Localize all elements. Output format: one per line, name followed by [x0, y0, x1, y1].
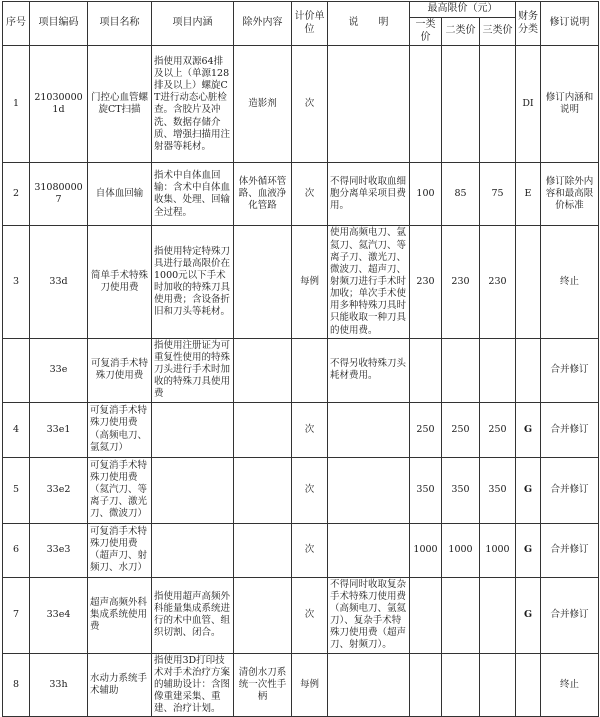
cell-unit: 次	[292, 523, 328, 577]
cell-finance	[516, 653, 541, 717]
cell-revision: 合并修订	[541, 577, 599, 653]
cell-price-class1: 230	[410, 226, 442, 338]
cell-price-class1	[410, 577, 442, 653]
cell-price-class3: 75	[480, 163, 516, 226]
cell-price-class2	[442, 653, 480, 717]
cell-revision: 合并修订	[541, 523, 599, 577]
cell-unit: 次	[292, 46, 328, 163]
cell-note: 不得同时收取复杂手术特殊刀使用费（高频电刀、氩氦刀）、复杂手术特殊刀使用费（超声刀、射频刀）。	[328, 577, 410, 653]
cell-code: 310800007	[30, 163, 88, 226]
cell-exclude: 体外循环管路、血液净化管路	[234, 163, 292, 226]
cell-note	[328, 457, 410, 523]
cell-name: 可复消手术特殊刀使用费（高频电刀、氩氦刀）	[88, 402, 152, 457]
cell-price-class3: 350	[480, 457, 516, 523]
cell-price-class3	[480, 338, 516, 402]
cell-note: 不得同时收取血细胞分离单采项目费用。	[328, 163, 410, 226]
price-table	[2, 1, 599, 717]
header-revision: 修订说明	[541, 2, 599, 46]
cell-unit: 次	[292, 163, 328, 226]
cell-code: 33h	[30, 653, 88, 717]
cell-code: 33e1	[30, 402, 88, 457]
cell-price-class1	[410, 338, 442, 402]
cell-exclude	[234, 226, 292, 338]
cell-price-class1	[410, 653, 442, 717]
header-unit: 计价单位	[292, 2, 328, 46]
cell-price-class2: 350	[442, 457, 480, 523]
cell-name: 可复消手术特殊刀使用费（超声刀、射频刀、水刀）	[88, 523, 152, 577]
cell-finance: G	[516, 523, 541, 577]
cell-price-class2	[442, 338, 480, 402]
table-row	[3, 226, 599, 338]
cell-seq: 5	[3, 457, 30, 523]
table-row	[3, 402, 599, 457]
cell-seq: 1	[3, 46, 30, 163]
cell-content: 指术中自体血回输：含术中自体血收集、处理、回输全过程。	[152, 163, 234, 226]
cell-code: 33e2	[30, 457, 88, 523]
table-row	[3, 338, 599, 402]
cell-note	[328, 402, 410, 457]
header-finance: 财务分类	[516, 2, 541, 46]
cell-name: 水动力系统手术辅助	[88, 653, 152, 717]
cell-note: 使用高频电刀、氩氦刀、氦汽刀、等离子刀、激光刀、微波刀、超声刀、射频刀进行手术时加收；单次手术使用多种特殊刀具时只能收取一种刀具的使用费。	[328, 226, 410, 338]
cell-content: 指使用超声高频外科能量集成系统进行的术中血管、组织切割、闭合。	[152, 577, 234, 653]
cell-exclude	[234, 338, 292, 402]
cell-exclude	[234, 402, 292, 457]
cell-seq: 2	[3, 163, 30, 226]
cell-exclude: 清创水刀系统一次性手柄	[234, 653, 292, 717]
cell-content	[152, 457, 234, 523]
cell-revision: 终止	[541, 653, 599, 717]
header-class2: 二类价	[442, 17, 480, 46]
header-seq: 序号	[3, 2, 30, 46]
cell-revision: 合并修订	[541, 402, 599, 457]
header-content: 项目内涵	[152, 2, 234, 46]
cell-unit: 次	[292, 457, 328, 523]
cell-revision: 终止	[541, 226, 599, 338]
cell-unit: 每例	[292, 653, 328, 717]
cell-note	[328, 653, 410, 717]
cell-note	[328, 46, 410, 163]
cell-content: 指使用3D打印技术对手术治疗方案的辅助设计：含图像重建采集、重建、治疗计划。	[152, 653, 234, 717]
cell-price-class1: 250	[410, 402, 442, 457]
cell-content	[152, 402, 234, 457]
cell-price-class3	[480, 46, 516, 163]
header-code: 项目编码	[30, 2, 88, 46]
cell-finance: G	[516, 457, 541, 523]
cell-unit: 次	[292, 402, 328, 457]
header-note: 说 明	[328, 2, 410, 46]
cell-price-class1: 100	[410, 163, 442, 226]
cell-finance: G	[516, 402, 541, 457]
cell-note: 不得另收特殊刀头耗材费用。	[328, 338, 410, 402]
cell-seq	[3, 338, 30, 402]
cell-price-class1: 350	[410, 457, 442, 523]
cell-code: 33d	[30, 226, 88, 338]
cell-exclude	[234, 577, 292, 653]
cell-exclude: 造影剂	[234, 46, 292, 163]
cell-exclude	[234, 457, 292, 523]
cell-unit	[292, 338, 328, 402]
cell-unit: 每例	[292, 226, 328, 338]
cell-code: 33e4	[30, 577, 88, 653]
table-row	[3, 653, 599, 717]
cell-price-class2	[442, 46, 480, 163]
cell-name: 简单手术特殊刀使用费	[88, 226, 152, 338]
cell-price-class1: 1000	[410, 523, 442, 577]
cell-finance: G	[516, 577, 541, 653]
table-row	[3, 523, 599, 577]
cell-content: 指使用注册证为可重复性使用的特殊刀头进行手术时加收的特殊刀具使用费	[152, 338, 234, 402]
cell-price-class2: 250	[442, 402, 480, 457]
cell-revision: 合并修订	[541, 338, 599, 402]
cell-content: 指使用双源64排及以上（单源128排及以上）螺旋CT进行动态心脏检查。含胶片及冲洗、数据存储介质、增强扫描用注射器等耗材。	[152, 46, 234, 163]
cell-price-class3	[480, 653, 516, 717]
cell-price-class3	[480, 577, 516, 653]
cell-code: 33e	[30, 338, 88, 402]
cell-seq: 6	[3, 523, 30, 577]
table-row	[3, 577, 599, 653]
cell-price-class2: 1000	[442, 523, 480, 577]
cell-name: 可复消手术特殊刀使用费（氦汽刀、等离子刀、激光刀、微波刀）	[88, 457, 152, 523]
cell-finance	[516, 226, 541, 338]
cell-revision: 合并修订	[541, 457, 599, 523]
cell-unit: 次	[292, 577, 328, 653]
cell-code: 33e3	[30, 523, 88, 577]
cell-seq: 7	[3, 577, 30, 653]
header-name: 项目名称	[88, 2, 152, 46]
cell-seq: 4	[3, 402, 30, 457]
header-class1: 一类价	[410, 17, 442, 46]
cell-price-class2	[442, 577, 480, 653]
cell-price-class2: 85	[442, 163, 480, 226]
cell-price-class3: 230	[480, 226, 516, 338]
cell-revision: 修订除外内容和最高限价标准	[541, 163, 599, 226]
cell-price-class3: 1000	[480, 523, 516, 577]
cell-seq: 8	[3, 653, 30, 717]
table-row	[3, 457, 599, 523]
cell-revision: 修订内涵和说明	[541, 46, 599, 163]
table-row	[3, 163, 599, 226]
cell-name: 门控心血管螺旋CT扫描	[88, 46, 152, 163]
table-row	[3, 46, 599, 163]
cell-content: 指使用特定特殊刀具进行最高限价在1000元以下手术时加收的特殊刀具使用费；含设备折旧和刀头等耗材。	[152, 226, 234, 338]
cell-note	[328, 523, 410, 577]
header-class3: 三类价	[480, 17, 516, 46]
header-exclude: 除外内容	[234, 2, 292, 46]
cell-finance: DI	[516, 46, 541, 163]
cell-code: 210300001d	[30, 46, 88, 163]
cell-finance: E	[516, 163, 541, 226]
cell-name: 可复消手术特殊刀使用费	[88, 338, 152, 402]
cell-price-class1	[410, 46, 442, 163]
cell-price-class2: 230	[442, 226, 480, 338]
cell-name: 自体血回输	[88, 163, 152, 226]
cell-price-class3: 250	[480, 402, 516, 457]
cell-exclude	[234, 523, 292, 577]
table-header	[3, 2, 599, 46]
cell-seq: 3	[3, 226, 30, 338]
table-body	[3, 46, 599, 717]
cell-name: 超声高频外科集成系统使用费	[88, 577, 152, 653]
header-max-price: 最高限价（元）	[410, 2, 516, 18]
cell-finance	[516, 338, 541, 402]
cell-content	[152, 523, 234, 577]
